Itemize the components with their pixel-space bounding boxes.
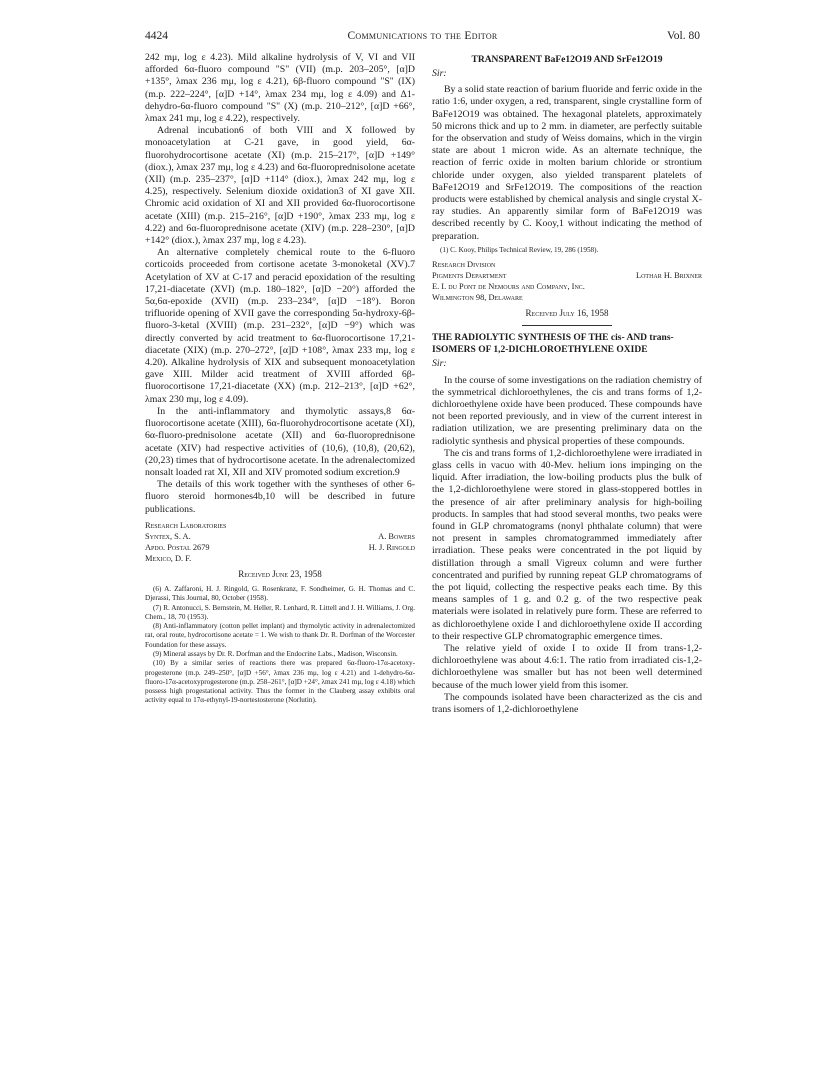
footnotes <box>432 246 702 255</box>
footnotes <box>145 585 415 706</box>
paragraph: In the course of some investigations on the radiation chemistry of the symmetrical dichloroethylenes, the cis and trans forms of 1,2-dichloroethylene oxide have been produced. These compounds have not been reported previously, and in view of the current interest in radiation utilization, we are presenting preliminary data on the radiolytic synthesis and physical properties of these compounds. <box>432 374 702 447</box>
division: Research Division <box>432 260 496 270</box>
article-title: THE RADIOLYTIC SYNTHESIS OF THE cis- AND trans-ISOMERS OF 1,2-DICHLOROETHYLENE OXIDE <box>432 333 674 356</box>
salutation: Sir: <box>432 68 447 79</box>
author-name: A. Bowers <box>378 531 415 541</box>
received-date: Received July 16, 1958 <box>525 308 609 319</box>
footnote: (7) R. Antonucci, S. Bernstein, M. Heller, R. Lenhard, R. Littell and J. H. Williams, J. Org. Chem., 18, 70 (1953). <box>145 603 415 621</box>
running-head <box>145 30 700 46</box>
paragraph: The cis and trans forms of 1,2-dichloroethylene were irradiated in glass cells in vacuo with 40-Mev. helium ions impinging on the liquid. After irradiation, the low-boiling products plus the bulk of the 1,2-dichloroethylene were stored in glass-stoppered bottles in the presence of air after preliminary analysis for high-boiling products. In samples that had stood several months, two peaks were found in GLP chromatograms (nonyl phthalate column) that were not present in samples chromatogrammed immediately after irradiation. These peaks were concentrated in the pot liquid by distillation through a small Vigreux column and were further concentrated and purified by running repeat GLP chromatograms of the pot liquid, collecting the respective peaks each time. By this means samples of 1 g. and 0.2 g. of the two respective peak materials were isolated in relatively pure form. These are referred to as dichloroethylene oxide I and dichloroethylene oxide II according to their respective GLP chromatographic emergence times. <box>432 447 702 642</box>
address-line: Apdo. Postal 2679 <box>145 542 210 552</box>
footnote: (8) Anti-inflammatory (cotton pellet implant) and thymolytic activity in adrenalectomized rat, oral route, hydrocortisone acetate = 1. We wish to thank Dr. R. Dorfman of the Worcester Foundation for these assays. <box>145 622 415 649</box>
section-divider <box>522 325 612 326</box>
paragraph: In the anti-inflammatory and thymolytic assays,8 6α-fluorocortisone acetate (XIII), 6α-fluorohydrocortisone acetate (XI), 6α-fluoro-prednisolone acetate (XII) and 6α-fluoroprednisone acetate (XIV) had respective activities of (10,6), (10,8), (20,62), (20,23) times that of hydrocortisone acetate. In the adrenalectomized nonsalt loaded rat XI, XII and XIV promoted sodium excretion.9 <box>145 405 415 478</box>
author-signature <box>145 520 415 564</box>
paragraph: By a solid state reaction of barium fluoride and ferric oxide in the ratio 1:6, under oxygen, a red, transparent, single crystalline form of BaFe12O19 was obtained. The hexagonal platelets, approximately 50 microns thick and up to 2 mm. in diameter, are perfectly suitable for the observation and study of Weiss domains, which in the virgin state are about 1 micron wide. As an alternate technique, the reaction of ferric oxide in molten barium chloride or strontium chloride under oxygen, also yielded transparent platelets of BaFe12O19 and SrFe12O19. The compositions of the reaction products were established by chemical analysis and single crystal X-ray studies. An apparently similar form of BaFe12O19 was described recently by C. Kooy,1 without indicating the method of preparation. <box>432 84 702 242</box>
salutation: Sir: <box>432 358 447 370</box>
volume-label: Vol. 80 <box>666 30 700 42</box>
footnote: (1) C. Kooy, Philips Technical Review, 19, 286 (1958). <box>440 245 599 254</box>
author-signature <box>432 259 702 303</box>
institution: Research Laboratories <box>145 520 227 530</box>
footnote: (6) A. Zaffaroni, H. J. Ringold, G. Rosenkranz, F. Sondheimer, G. H. Thomas and C. Djerassi, This Journal, 80, October (1958). <box>145 584 415 603</box>
right-column <box>432 52 702 716</box>
left-column <box>145 52 415 706</box>
author-name: H. J. Ringold <box>368 542 415 552</box>
paragraph: Adrenal incubation6 of both VIII and X followed by monoacetylation at C-21 gave, in good yield, 6α-fluorohydrocortisone acetate (XI) (m.p. 215–217°, [α]D +149° (diox.), λmax 237 mμ, log ε 4.23) and 6α-fluoroprednisolone acetate (XII) (m.p. 235–237°, [α]D +114° (diox.), λmax 242 mμ, log ε 4.25), respectively. Selenium dioxide oxidation3 of XI gave XII. Chromic acid oxidation of XI and XII provided 6α-fluorocortisone acetate (XIII) (m.p. 215–216°, [α]D +190°, λmax 233 mμ, log ε 4.22) and 6α-fluoroprednisone acetate (XIV) (m.p. 228–230°, [α]D +142° (diox.), λmax 237 mμ, log ε 4.23). <box>145 125 416 247</box>
paragraph: An alternative completely chemical route to the 6-fluoro corticoids proceeded from cortisone acetate 3-monoketal (XV).7 Acetylation of XV at C-17 and peracid epoxidation of the resulting 17,21-diacetate (XVI) (m.p. 180–182°, [α]D −20°) afforded the 5α,6α-epoxide (XVII) (m.p. 233–234°, [α]D −18°). Boron trifluoride opening of XVII gave the corresponding 5α-hydroxy-6β-fluoro-3-ketal (XVIII) (m.p. 231–232°, [α]D −9°) which was directly converted by acid treatment to 6α-fluorocortisone 17,21-diacetate (XIX) (m.p. 270–272°, [α]D +108°, λmax 233 mμ, log ε 4.20). Alkaline hydrolysis of XIX and subsequent monoacetylation gave XIII. Milder acid treatment of XVIII afforded 6β-fluorocortisone 17,21-diacetate (XX) (m.p. 212–213°, [α]D +62°, λmax 230 mμ, log ε 4.09). <box>145 247 415 405</box>
paragraph: The relative yield of oxide I to oxide II from trans-1,2-dichloroethylene was about 4.6:1. The ratio from irradiated cis-1,2-dichloroethylene was smaller but has not been well determined because of the much lower yield from this isomer. <box>432 643 702 691</box>
footnote: (10) By a similar series of reactions there was prepared 6α-fluoro-17α-acetoxy-progesterone (m.p. 249–250°, [α]D +56°, λmax 236 mμ, log ε 4.21) and 1-dehydro-6α-fluoro-17α-acetoxyprogesterone (m.p. 258–261°, [α]D +24°, λmax 241 mμ, log ε 4.18) which possess high progestational activity. Thus the former in the Clauberg assay exhibits oral activity equal to 17α-ethynyl-19-nortestosterone (Norlutin). <box>145 659 415 705</box>
paragraph: The compounds isolated have been characterized as the cis and trans isomers of 1,2-dichloroethylene <box>432 691 702 716</box>
department: Pigments Department <box>432 271 507 281</box>
received-date: Received June 23, 1958 <box>238 568 322 579</box>
company: Syntex, S. A. <box>145 531 191 541</box>
article-title: TRANSPARENT BaFe12O19 AND SrFe12O19 <box>471 55 663 65</box>
paragraph: The details of this work together with the syntheses of other 6-fluoro steroid hormones4b,10 will be described in future publications. <box>145 479 415 515</box>
page-number: 4424 <box>145 30 168 42</box>
address-line: Wilmington 98, Delaware <box>432 293 523 303</box>
paragraph: 242 mμ, log ε 4.23). Mild alkaline hydrolysis of V, VI and VII afforded 6α-fluoro compound "S" (VII) (m.p. 203–205°, [α]D +135°, λmax 236 mμ, log ε 4.21), 6β-fluoro compound "S" (IX) (m.p. 222–224°, [α]D +14°, λmax 234 mμ, log ε 4.09) and Δ1-dehydro-6α-fluoro compound "S" (X) (m.p. 210–212°, [α]D +66°, λmax 241 mμ, log ε 4.22), respectively. <box>145 52 415 125</box>
footnote: (9) Mineral assays by Dr. R. Dorfman and the Endocrine Labs., Madison, Wisconsin. <box>153 650 398 658</box>
journal-section-title: Communications to the Editor <box>347 30 498 42</box>
author-name: Lothar H. Brixner <box>635 271 702 281</box>
address-line: Mexico, D. F. <box>145 553 192 563</box>
company: E. I. du Pont de Nemours and Company, Inc. <box>432 282 585 292</box>
